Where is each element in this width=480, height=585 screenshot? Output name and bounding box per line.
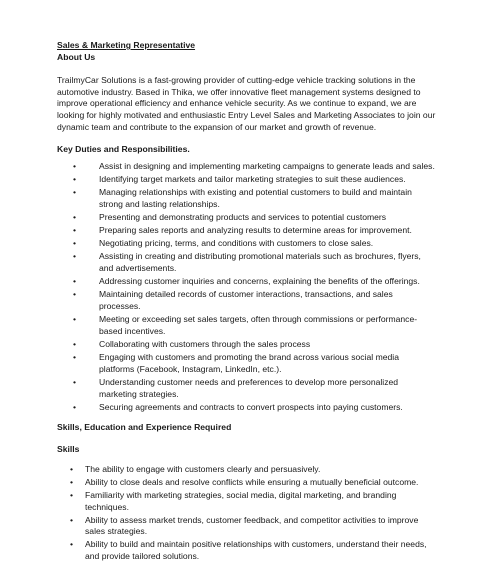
bullet-icon: • xyxy=(73,251,77,262)
duty-text: Addressing customer inquiries and concerns, explaining the benefits of the offerings. xyxy=(99,276,420,287)
bullet-icon: • xyxy=(73,289,77,300)
list-item xyxy=(57,515,436,538)
duty-text: Meeting or exceeding set sales targets, often through commissions or performance-based incentives. xyxy=(99,314,418,336)
bullet-icon: • xyxy=(73,211,77,222)
duties-list xyxy=(57,161,436,414)
list-item xyxy=(57,276,436,288)
skills-heading: Skills xyxy=(57,443,80,454)
list-item xyxy=(57,174,436,186)
skill-text: Ability to assess market trends, customer feedback, and competitor activities to improve sales strategies. xyxy=(85,514,419,537)
bullet-icon: • xyxy=(73,401,77,412)
bullet-icon: • xyxy=(70,489,74,500)
list-item xyxy=(57,314,436,337)
bullet-icon: • xyxy=(73,173,77,184)
list-item xyxy=(57,490,436,513)
duty-text: Assisting in creating and distributing promotional materials such as brochures, flyers, and advertisements. xyxy=(99,251,421,274)
bullet-icon: • xyxy=(70,463,74,474)
list-item xyxy=(57,238,436,250)
skills-section-heading: Skills, Education and Experience Required xyxy=(57,422,232,433)
skill-text: The ability to engage with customers clearly and persuasively. xyxy=(85,463,321,474)
skills-list xyxy=(57,464,436,563)
skill-text: Familiarity with marketing strategies, social media, digital marketing, and branding techniques. xyxy=(85,489,397,512)
duty-text: Identifying target markets and tailor marketing strategies to suit these audiences. xyxy=(99,173,406,184)
duty-text: Engaging with customers and promoting the brand across various social media platforms (Facebook, Instagram, LinkedIn, etc.). xyxy=(99,352,399,374)
duty-text: Collaborating with customers through the sales process xyxy=(99,339,311,349)
bullet-icon: • xyxy=(73,352,77,363)
bullet-icon: • xyxy=(73,376,77,387)
about-heading: About Us xyxy=(57,51,96,62)
list-item xyxy=(57,402,436,414)
bullet-icon: • xyxy=(73,225,77,236)
list-item xyxy=(57,225,436,237)
duty-text: Managing relationships with existing and potential customers to build and maintain strong and lasting relationships. xyxy=(99,187,412,209)
about-paragraph: TrailmyCar Solutions is a fast-growing provider of cutting-edge vehicle tracking solutions in the automotive industry. Based in Thika, we offer innovative fleet management systems designed to improve operational efficiency and enhance vehicle security. As we continue to expand, we are looking for highly motivated and enthusiastic Entry Level Sales and Marketing Associates to join our dynamic team and contribute to the expansion of our market and growth of revenue. xyxy=(57,75,436,132)
list-item xyxy=(57,187,436,210)
list-item xyxy=(57,377,436,400)
list-item xyxy=(57,464,436,476)
duty-text: Maintaining detailed records of customer interactions, transactions, and sales processes. xyxy=(99,289,393,312)
page-title: Sales & Marketing Representative xyxy=(57,40,196,50)
duty-text: Understanding customer needs and preferences to develop more personalized marketing strategies. xyxy=(99,376,399,399)
duties-heading: Key Duties and Responsibilities. xyxy=(57,144,190,155)
bullet-icon: • xyxy=(73,238,77,249)
bullet-icon: • xyxy=(73,187,77,198)
list-item xyxy=(57,161,436,173)
bullet-icon: • xyxy=(70,539,74,550)
duty-text: Negotiating pricing, terms, and conditions with customers to close sales. xyxy=(99,238,374,249)
list-item xyxy=(57,289,436,312)
bullet-icon: • xyxy=(70,476,74,487)
duty-text: Securing agreements and contracts to convert prospects into paying customers. xyxy=(99,401,403,412)
bullet-icon: • xyxy=(73,339,77,349)
list-item xyxy=(57,339,436,351)
list-item xyxy=(57,477,436,489)
skill-text: Ability to close deals and resolve conflicts while ensuring a mutually beneficial outcome. xyxy=(85,476,419,487)
bullet-icon: • xyxy=(73,276,77,287)
duty-text: Assist in designing and implementing marketing campaigns to generate leads and sales. xyxy=(99,160,435,171)
list-item xyxy=(57,251,436,274)
skill-text: Ability to build and maintain positive relationships with customers, understand their needs, and provide tailored solutions. xyxy=(85,539,427,562)
bullet-icon: • xyxy=(73,160,77,171)
bullet-icon: • xyxy=(70,514,74,525)
duty-text: Presenting and demonstrating products and services to potential customers xyxy=(99,211,387,222)
duty-text: Preparing sales reports and analyzing results to determine areas for improvement. xyxy=(99,225,412,236)
bullet-icon: • xyxy=(73,314,77,325)
list-item xyxy=(57,352,436,375)
list-item xyxy=(57,212,436,224)
list-item xyxy=(57,539,436,562)
